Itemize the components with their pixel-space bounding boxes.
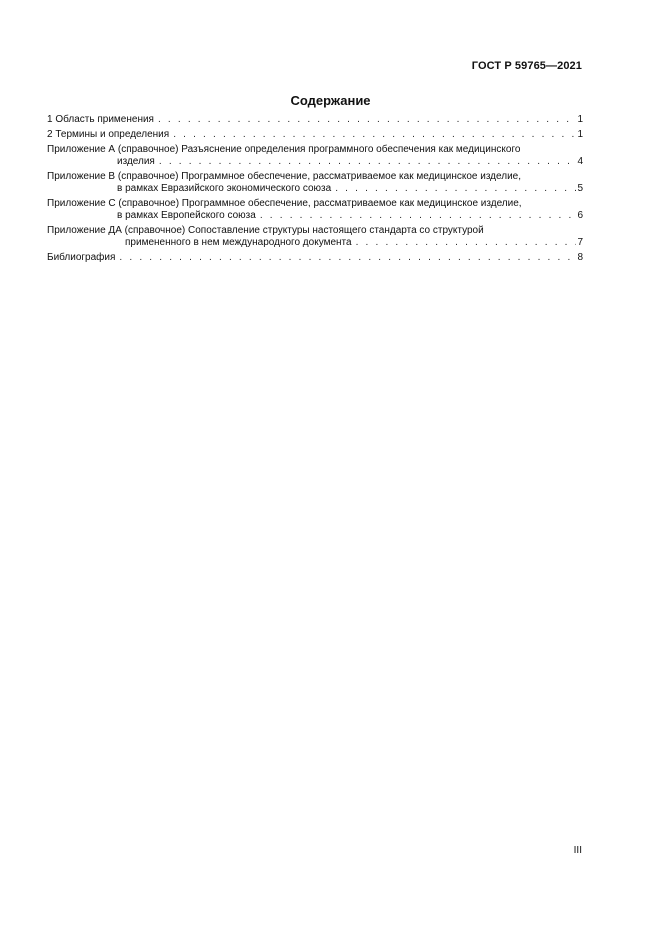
page-number: III [573, 845, 582, 856]
dot-leader [119, 252, 576, 264]
toc-page-number: 7 [577, 237, 583, 248]
toc-page-number: 4 [577, 156, 583, 167]
dot-leader [173, 129, 576, 141]
toc-page-number: 5 [577, 183, 583, 194]
toc-entry-continuation: в рамках Евразийского экономического союза [117, 183, 332, 194]
toc-entry-text: Приложение А (справочное) Разъяснение определения программного обеспечения как медицинского [47, 144, 521, 155]
dot-leader [158, 114, 576, 126]
standard-code: ГОСТ Р 59765—2021 [471, 60, 582, 72]
dot-leader [260, 210, 577, 222]
toc-entry-annex-c[interactable] [47, 198, 583, 222]
toc-entry-terms[interactable] [47, 129, 583, 141]
toc-entry-text: Приложение С (справочное) Программное обеспечение, рассматриваемое как медицинское изделие, [47, 198, 522, 209]
toc-entry-text: Приложение В (справочное) Программное обеспечение, рассматриваемое как медицинское изделие, [47, 171, 522, 182]
toc-entry-text: 2 Термины и определения [47, 129, 170, 140]
toc-entry-text: Приложение ДА (справочное) Сопоставление структуры настоящего стандарта со структурой [47, 225, 484, 236]
toc-entry-continuation: примененного в нем международного документа [125, 237, 352, 248]
toc-page-number: 1 [577, 129, 583, 140]
dot-leader [335, 183, 576, 195]
toc-entry-annex-b[interactable] [47, 171, 583, 195]
table-of-contents [47, 114, 583, 267]
toc-page-number: 8 [577, 252, 583, 263]
toc-title: Содержание [290, 93, 371, 108]
dot-leader [356, 237, 577, 249]
dot-leader [159, 156, 577, 168]
toc-entry-text: Библиография [47, 252, 116, 263]
toc-entry-scope[interactable] [47, 114, 583, 126]
toc-page-number: 1 [577, 114, 583, 125]
toc-entry-annex-a[interactable] [47, 144, 583, 168]
toc-entry-annex-da[interactable] [47, 225, 583, 249]
toc-entry-bibliography[interactable] [47, 252, 583, 264]
toc-entry-continuation: в рамках Европейского союза [117, 210, 256, 221]
toc-page-number: 6 [577, 210, 583, 221]
toc-entry-continuation: изделия [117, 156, 155, 167]
toc-entry-text: 1 Область применения [47, 114, 154, 125]
